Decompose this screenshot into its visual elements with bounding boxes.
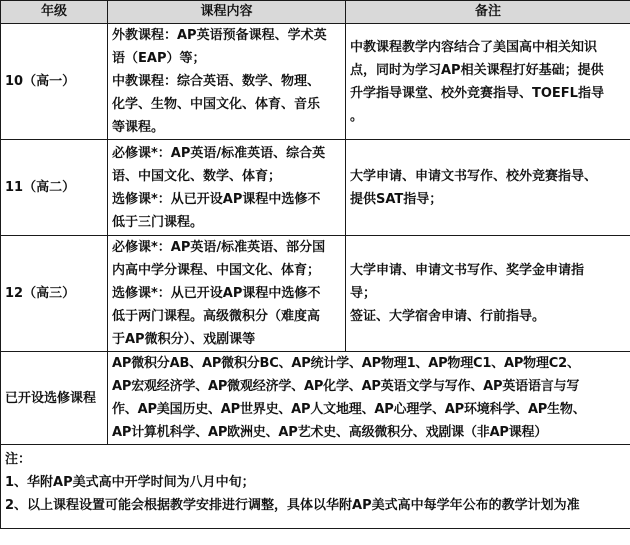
table-row-grade12 <box>1 236 630 352</box>
electives-cell <box>108 352 630 445</box>
note-item: 2、以上课程设置可能会根据教学安排进行调整，具体以华附AP美式高中每学年公布的教学计划为准 <box>5 498 580 513</box>
notes-row <box>1 445 630 529</box>
remark-cell <box>346 24 630 140</box>
content-line: 等课程。 <box>112 120 165 135</box>
notes-cell <box>1 445 630 529</box>
remark-line: 大学申请、申请文书写作、校外竞赛指导、 <box>350 168 598 184</box>
electives-line: 作、AP美国历史、AP世界史、AP人文地理、AP心理学、AP环境科学、AP生物、 <box>112 402 586 417</box>
remark-line: 中教课程教学内容结合了美国高中相关知识 <box>350 39 598 55</box>
content-line: 低于三门课程。 <box>112 214 204 230</box>
content-line: 必修课*：AP英语/标准英语、综合英 <box>112 145 326 161</box>
content-line: 选修课*：从已开设AP课程中选修不 <box>112 191 321 207</box>
note-item: 1、华附AP美式高中开学时间为八月中旬； <box>5 475 255 490</box>
header-remarks: 备注 <box>346 1 630 24</box>
grade-cell: 10（高一） <box>1 24 108 140</box>
content-line: 低于两门课程。高级微积分（难度高 <box>112 309 321 324</box>
remark-cell <box>346 236 630 352</box>
grade-cell: 12（高三） <box>1 236 108 352</box>
content-line: 中教课程：综合英语、数学、物理、 <box>112 74 321 89</box>
grade-cell: 11（高二） <box>1 140 108 236</box>
header-grade: 年级 <box>1 1 108 24</box>
content-cell <box>108 140 346 236</box>
content-line: 于AP微积分）、戏剧课等 <box>112 332 256 347</box>
content-cell <box>108 24 346 140</box>
remark-line: 签证、大学宿舍申请、行前指导。 <box>350 309 546 324</box>
remark-cell <box>346 140 630 236</box>
header-content: 课程内容 <box>108 1 346 24</box>
remark-line: 大学申请、申请文书写作、奖学金申请指 <box>350 263 585 278</box>
content-line: 外教课程：AP英语预备课程、学术英 <box>112 28 327 43</box>
electives-line: AP微积分AB、AP微积分BC、AP统计学、AP物理1、AP物理C1、AP物理C2、 <box>112 356 580 371</box>
content-line: 必修课*：AP英语/标准英语、部分国 <box>112 240 326 255</box>
content-line: 语、中国文化、数学、体育； <box>112 168 282 184</box>
content-line: 化学、生物、中国文化、体育、音乐 <box>112 97 321 112</box>
notes-title: 注： <box>5 452 32 467</box>
electives-line: AP计算机科学、AP欧洲史、AP艺术史、高级微积分、戏剧课（非AP课程） <box>112 425 548 440</box>
remark-line: 。 <box>350 108 364 124</box>
remark-line: 点，同时为学习AP相关课程打好基础；提供 <box>350 62 604 78</box>
electives-line: AP宏观经济学、AP微观经济学、AP化学、AP英语文学与写作、AP英语语言与写 <box>112 379 580 394</box>
content-line: 内高中学分课程、中国文化、体育； <box>112 263 321 278</box>
table-row-grade11 <box>1 140 630 236</box>
electives-label: 已开设选修课程 <box>1 352 108 445</box>
header-row <box>1 1 630 24</box>
content-cell <box>108 236 346 352</box>
remark-line: 提供SAT指导； <box>350 191 443 207</box>
remark-line: 升学指导课堂、校外竞赛指导、TOEFL指导 <box>350 85 604 101</box>
table-row-electives <box>1 352 630 445</box>
content-line: 选修课*：从已开设AP课程中选修不 <box>112 286 321 301</box>
content-line: 语（EAP）等； <box>112 51 206 66</box>
table-row-grade10 <box>1 24 630 140</box>
remark-line: 导； <box>350 286 377 301</box>
